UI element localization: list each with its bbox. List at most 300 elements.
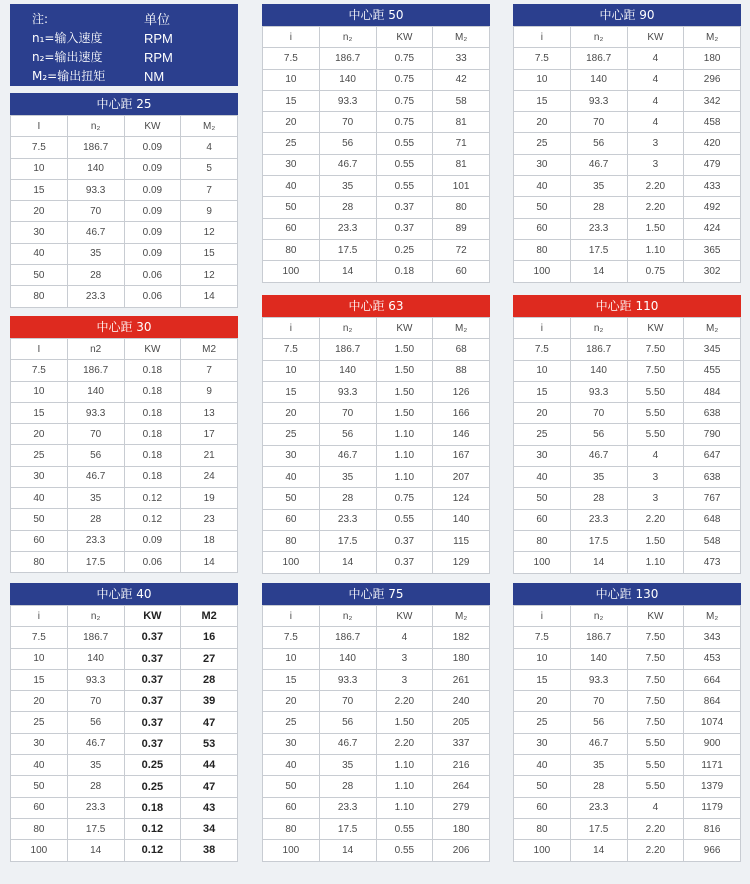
- table-row: [11, 776, 238, 797]
- table-cell: 60: [11, 530, 68, 551]
- table-cell: 18: [181, 530, 238, 551]
- table-cell: 35: [67, 488, 124, 509]
- table-cell: 140: [319, 69, 376, 90]
- table-cell: 20: [11, 424, 68, 445]
- table-cell: 80: [263, 818, 320, 839]
- table-row: [263, 488, 490, 509]
- table-row: [263, 776, 490, 797]
- table-center-distance-30: [10, 316, 238, 573]
- column-header: i: [514, 27, 571, 48]
- table-cell: 0.18: [124, 381, 181, 402]
- table-cell: 167: [433, 445, 490, 466]
- column-header: M₂: [433, 27, 490, 48]
- table-cell: 2.20: [627, 509, 684, 530]
- table-cell: 140: [67, 381, 124, 402]
- table-cell: 180: [433, 648, 490, 669]
- table-cell: 0.37: [376, 197, 433, 218]
- table-cell: 80: [11, 286, 68, 307]
- table-row: [514, 176, 741, 197]
- table-cell: 302: [684, 261, 741, 282]
- table-cell: 70: [570, 403, 627, 424]
- spec-table: [10, 605, 238, 862]
- table-cell: 46.7: [319, 154, 376, 175]
- table-cell: 1.50: [376, 712, 433, 733]
- table-row: [263, 840, 490, 861]
- table-cell: 767: [684, 488, 741, 509]
- table-cell: 15: [11, 179, 68, 200]
- table-cell: 25: [263, 424, 320, 445]
- table-cell: 30: [263, 445, 320, 466]
- table-cell: 0.37: [124, 712, 181, 733]
- table-cell: 186.7: [319, 339, 376, 360]
- table-row: [11, 158, 238, 179]
- table-cell: 15: [514, 381, 571, 402]
- table-cell: 180: [684, 48, 741, 69]
- table-cell: 60: [514, 509, 571, 530]
- table-cell: 966: [684, 840, 741, 861]
- table-row: [11, 222, 238, 243]
- table-cell: 7.50: [627, 669, 684, 690]
- table-cell: 21: [181, 445, 238, 466]
- table-cell: 100: [263, 261, 320, 282]
- table-cell: 0.18: [124, 466, 181, 487]
- table-row: [11, 669, 238, 690]
- table-cell: 20: [263, 403, 320, 424]
- table-cell: 50: [514, 197, 571, 218]
- table-row: [514, 797, 741, 818]
- column-header: KW: [376, 27, 433, 48]
- table-cell: 4: [627, 797, 684, 818]
- table-cell: 186.7: [67, 137, 124, 158]
- table-cell: 93.3: [67, 179, 124, 200]
- table-row: [514, 154, 741, 175]
- table-cell: 80: [514, 239, 571, 260]
- table-cell: 68: [433, 339, 490, 360]
- table-row: [11, 509, 238, 530]
- table-row: [263, 552, 490, 573]
- table-cell: 1.50: [376, 339, 433, 360]
- table-cell: 50: [263, 776, 320, 797]
- table-cell: 56: [67, 445, 124, 466]
- table-cell: 80: [11, 551, 68, 572]
- table-cell: 17: [181, 424, 238, 445]
- table-cell: 40: [11, 488, 68, 509]
- table-row: [514, 712, 741, 733]
- table-cell: 14: [570, 840, 627, 861]
- table-cell: 17.5: [319, 530, 376, 551]
- table-cell: 3: [376, 669, 433, 690]
- table-cell: 50: [263, 488, 320, 509]
- table-row: [514, 733, 741, 754]
- table-row: [514, 755, 741, 776]
- table-header-row: [11, 339, 238, 360]
- table-cell: 14: [181, 551, 238, 572]
- table-row: [514, 261, 741, 282]
- table-cell: 1.10: [376, 797, 433, 818]
- column-header: n₂: [319, 318, 376, 339]
- table-cell: 0.18: [124, 797, 181, 818]
- table-row: [11, 360, 238, 381]
- table-cell: 23.3: [67, 530, 124, 551]
- table-center-distance-63: [262, 295, 490, 574]
- table-row: [514, 112, 741, 133]
- table-cell: 4: [376, 627, 433, 648]
- table-cell: 81: [433, 154, 490, 175]
- table-cell: 40: [263, 176, 320, 197]
- table-cell: 0.37: [376, 552, 433, 573]
- table-cell: 56: [570, 712, 627, 733]
- table-cell: 46.7: [570, 733, 627, 754]
- table-row: [11, 381, 238, 402]
- table-cell: 2.20: [627, 840, 684, 861]
- table-row: [263, 112, 490, 133]
- table-cell: 28: [570, 488, 627, 509]
- table-cell: 70: [67, 201, 124, 222]
- table-cell: 9: [181, 381, 238, 402]
- table-cell: 17.5: [570, 239, 627, 260]
- table-cell: 140: [570, 69, 627, 90]
- table-row: [263, 691, 490, 712]
- table-cell: 205: [433, 712, 490, 733]
- note-key-n2: n₂=输出速度: [32, 50, 103, 64]
- table-cell: 15: [263, 90, 320, 111]
- table-cell: 0.25: [124, 776, 181, 797]
- table-title: 中心距 63: [262, 295, 490, 317]
- table-cell: 7.5: [11, 627, 68, 648]
- table-cell: 46.7: [570, 154, 627, 175]
- table-row: [514, 403, 741, 424]
- table-cell: 1.10: [376, 445, 433, 466]
- table-cell: 0.75: [376, 69, 433, 90]
- table-cell: 100: [11, 840, 68, 861]
- table-cell: 140: [67, 648, 124, 669]
- column-header: i: [11, 606, 68, 627]
- table-cell: 473: [684, 552, 741, 573]
- table-cell: 72: [433, 239, 490, 260]
- table-cell: 343: [684, 627, 741, 648]
- table-cell: 479: [684, 154, 741, 175]
- table-row: [514, 840, 741, 861]
- table-cell: 20: [11, 201, 68, 222]
- table-cell: 93.3: [570, 669, 627, 690]
- table-cell: 70: [570, 112, 627, 133]
- units-note-panel: [10, 4, 238, 86]
- table-cell: 0.55: [376, 509, 433, 530]
- table-row: [263, 339, 490, 360]
- table-cell: 0.37: [124, 648, 181, 669]
- table-cell: 70: [319, 112, 376, 133]
- column-header: M2: [181, 606, 238, 627]
- table-cell: 80: [263, 530, 320, 551]
- table-cell: 5.50: [627, 776, 684, 797]
- table-cell: 53: [181, 733, 238, 754]
- table-row: [11, 648, 238, 669]
- table-cell: 19: [181, 488, 238, 509]
- table-cell: 3: [627, 488, 684, 509]
- table-row: [11, 488, 238, 509]
- table-cell: 7.50: [627, 339, 684, 360]
- table-row: [11, 840, 238, 861]
- table-row: [514, 133, 741, 154]
- table-row: [11, 712, 238, 733]
- table-cell: 0.09: [124, 530, 181, 551]
- table-cell: 46.7: [67, 733, 124, 754]
- table-row: [263, 261, 490, 282]
- table-cell: 50: [11, 509, 68, 530]
- table-cell: 0.55: [376, 154, 433, 175]
- table-center-distance-40: [10, 583, 238, 862]
- column-header: KW: [627, 27, 684, 48]
- table-row: [514, 90, 741, 111]
- column-header: i: [263, 318, 320, 339]
- table-cell: 23.3: [67, 797, 124, 818]
- table-cell: 14: [181, 286, 238, 307]
- table-cell: 39: [181, 691, 238, 712]
- table-cell: 0.09: [124, 179, 181, 200]
- table-cell: 0.18: [124, 445, 181, 466]
- table-cell: 101: [433, 176, 490, 197]
- table-cell: 56: [319, 133, 376, 154]
- table-cell: 46.7: [319, 445, 376, 466]
- table-cell: 56: [570, 424, 627, 445]
- table-cell: 23.3: [319, 218, 376, 239]
- table-cell: 0.55: [376, 176, 433, 197]
- table-row: [514, 818, 741, 839]
- table-cell: 35: [570, 467, 627, 488]
- table-cell: 206: [433, 840, 490, 861]
- table-cell: 28: [319, 488, 376, 509]
- table-cell: 2.20: [627, 818, 684, 839]
- table-cell: 816: [684, 818, 741, 839]
- table-cell: 207: [433, 467, 490, 488]
- table-cell: 186.7: [570, 627, 627, 648]
- table-cell: 0.06: [124, 551, 181, 572]
- spec-table: [513, 317, 741, 574]
- table-cell: 216: [433, 755, 490, 776]
- table-center-distance-90: [513, 4, 741, 283]
- table-row: [11, 551, 238, 572]
- table-row: [263, 733, 490, 754]
- table-cell: 40: [263, 755, 320, 776]
- table-cell: 25: [11, 712, 68, 733]
- table-cell: 182: [433, 627, 490, 648]
- table-row: [263, 154, 490, 175]
- table-cell: 0.55: [376, 133, 433, 154]
- table-cell: 2.20: [376, 691, 433, 712]
- table-cell: 0.06: [124, 265, 181, 286]
- table-cell: 15: [514, 90, 571, 111]
- table-cell: 40: [514, 176, 571, 197]
- table-cell: 42: [433, 69, 490, 90]
- table-cell: 50: [514, 488, 571, 509]
- table-row: [263, 445, 490, 466]
- table-cell: 40: [263, 467, 320, 488]
- table-cell: 0.18: [124, 402, 181, 423]
- table-cell: 4: [627, 90, 684, 111]
- table-row: [514, 424, 741, 445]
- table-cell: 16: [181, 627, 238, 648]
- table-cell: 30: [263, 733, 320, 754]
- table-cell: 28: [319, 197, 376, 218]
- table-row: [11, 530, 238, 551]
- table-cell: 50: [514, 776, 571, 797]
- table-header-row: [514, 606, 741, 627]
- table-cell: 7.50: [627, 648, 684, 669]
- table-cell: 10: [11, 381, 68, 402]
- table-center-distance-50: [262, 4, 490, 283]
- table-cell: 15: [181, 243, 238, 264]
- table-cell: 1.50: [376, 403, 433, 424]
- table-cell: 664: [684, 669, 741, 690]
- table-cell: 10: [263, 360, 320, 381]
- table-cell: 71: [433, 133, 490, 154]
- table-cell: 40: [514, 755, 571, 776]
- table-cell: 0.37: [376, 530, 433, 551]
- table-row: [514, 467, 741, 488]
- table-row: [514, 445, 741, 466]
- table-title: 中心距 90: [513, 4, 741, 26]
- table-cell: 17.5: [67, 551, 124, 572]
- table-cell: 100: [263, 840, 320, 861]
- table-cell: 455: [684, 360, 741, 381]
- table-cell: 50: [263, 197, 320, 218]
- table-cell: 129: [433, 552, 490, 573]
- table-cell: 180: [433, 818, 490, 839]
- table-row: [11, 818, 238, 839]
- table-row: [263, 403, 490, 424]
- table-row: [263, 648, 490, 669]
- table-cell: 548: [684, 530, 741, 551]
- column-header: M2: [181, 339, 238, 360]
- table-row: [514, 360, 741, 381]
- table-cell: 424: [684, 218, 741, 239]
- table-row: [263, 381, 490, 402]
- table-cell: 186.7: [570, 339, 627, 360]
- table-cell: 648: [684, 509, 741, 530]
- table-cell: 10: [263, 69, 320, 90]
- table-cell: 337: [433, 733, 490, 754]
- table-cell: 4: [627, 445, 684, 466]
- table-cell: 20: [514, 403, 571, 424]
- table-cell: 264: [433, 776, 490, 797]
- table-cell: 70: [67, 691, 124, 712]
- table-cell: 7.50: [627, 712, 684, 733]
- table-cell: 1074: [684, 712, 741, 733]
- table-cell: 3: [627, 133, 684, 154]
- table-cell: 34: [181, 818, 238, 839]
- table-cell: 1179: [684, 797, 741, 818]
- table-cell: 17.5: [570, 818, 627, 839]
- table-cell: 93.3: [319, 381, 376, 402]
- table-cell: 23.3: [319, 509, 376, 530]
- table-cell: 33: [433, 48, 490, 69]
- table-cell: 40: [11, 755, 68, 776]
- table-cell: 126: [433, 381, 490, 402]
- table-cell: 70: [319, 403, 376, 424]
- table-row: [11, 286, 238, 307]
- table-cell: 14: [67, 840, 124, 861]
- table-cell: 0.18: [124, 424, 181, 445]
- table-cell: 10: [514, 69, 571, 90]
- table-cell: 35: [570, 755, 627, 776]
- table-cell: 30: [11, 466, 68, 487]
- table-cell: 93.3: [570, 90, 627, 111]
- table-cell: 0.18: [124, 360, 181, 381]
- table-cell: 28: [67, 509, 124, 530]
- table-cell: 12: [181, 222, 238, 243]
- table-cell: 80: [514, 530, 571, 551]
- table-cell: 453: [684, 648, 741, 669]
- table-cell: 44: [181, 755, 238, 776]
- table-cell: 0.06: [124, 286, 181, 307]
- table-cell: 7.5: [11, 360, 68, 381]
- table-cell: 140: [570, 360, 627, 381]
- table-cell: 0.12: [124, 840, 181, 861]
- table-row: [514, 530, 741, 551]
- table-row: [263, 755, 490, 776]
- table-row: [514, 69, 741, 90]
- table-cell: 20: [263, 691, 320, 712]
- table-cell: 46.7: [319, 733, 376, 754]
- table-cell: 186.7: [319, 48, 376, 69]
- table-center-distance-25: [10, 93, 238, 308]
- table-cell: 0.55: [376, 818, 433, 839]
- table-cell: 20: [11, 691, 68, 712]
- table-header-row: [263, 318, 490, 339]
- table-row: [514, 339, 741, 360]
- table-cell: 0.25: [124, 755, 181, 776]
- table-row: [11, 755, 238, 776]
- table-cell: 23.3: [319, 797, 376, 818]
- table-cell: 0.75: [376, 488, 433, 509]
- table-cell: 7.50: [627, 691, 684, 712]
- table-cell: 30: [11, 733, 68, 754]
- table-cell: 140: [433, 509, 490, 530]
- table-cell: 4: [627, 112, 684, 133]
- table-row: [514, 488, 741, 509]
- table-cell: 28: [67, 265, 124, 286]
- table-cell: 240: [433, 691, 490, 712]
- column-header: KW: [124, 339, 181, 360]
- column-header: n₂: [319, 606, 376, 627]
- spec-table: [10, 338, 238, 573]
- table-cell: 93.3: [570, 381, 627, 402]
- table-cell: 5.50: [627, 755, 684, 776]
- table-cell: 14: [570, 261, 627, 282]
- table-row: [263, 530, 490, 551]
- table-title: 中心距 25: [10, 93, 238, 115]
- table-cell: 790: [684, 424, 741, 445]
- table-cell: 4: [181, 137, 238, 158]
- table-title: 中心距 75: [262, 583, 490, 605]
- column-header: n₂: [570, 27, 627, 48]
- column-header: i: [263, 27, 320, 48]
- table-cell: 2.20: [627, 176, 684, 197]
- table-cell: 15: [11, 669, 68, 690]
- table-cell: 5: [181, 158, 238, 179]
- table-row: [11, 243, 238, 264]
- table-row: [514, 776, 741, 797]
- table-cell: 0.75: [376, 48, 433, 69]
- table-cell: 28: [570, 197, 627, 218]
- table-row: [263, 818, 490, 839]
- table-cell: 93.3: [319, 669, 376, 690]
- column-header: n₂: [67, 116, 124, 137]
- table-cell: 56: [319, 712, 376, 733]
- note-unit-label: 单位: [144, 12, 171, 27]
- table-cell: 56: [570, 133, 627, 154]
- table-cell: 7.5: [263, 48, 320, 69]
